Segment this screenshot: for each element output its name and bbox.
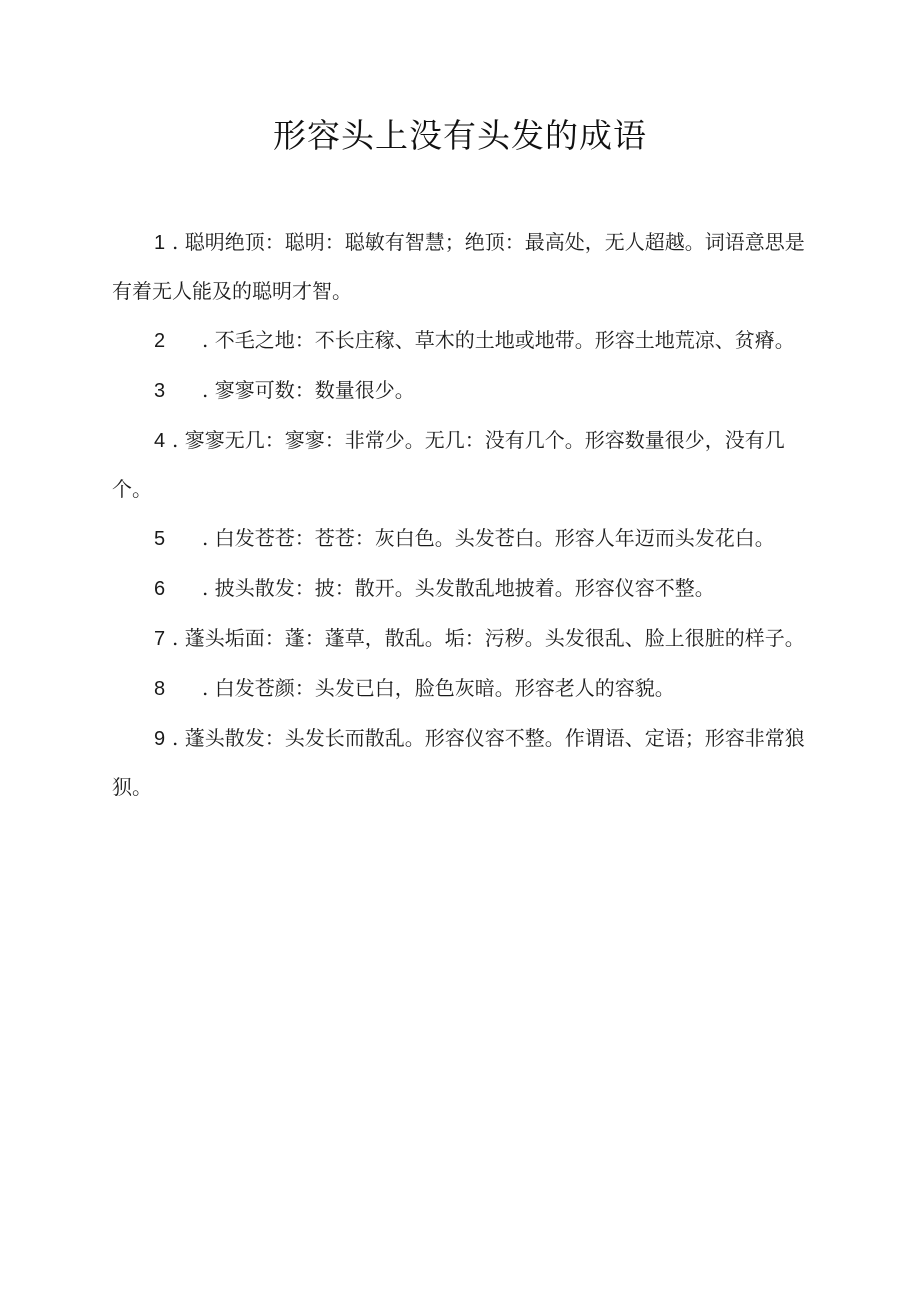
list-item <box>112 664 812 713</box>
list-item <box>112 316 812 365</box>
list-item <box>112 614 812 663</box>
item-text: . 蓬头垢面：蓬：蓬草，散乱。垢：污秽。头发很乱、脸上很脏的样子。 <box>172 626 805 650</box>
item-text: . 白发苍苍：苍苍：灰白色。头发苍白。形容人年迈而头发花白。 <box>202 526 775 550</box>
item-number: 4 <box>154 430 166 452</box>
idiom-list <box>112 218 812 812</box>
item-number: 3 <box>154 380 166 402</box>
item-text: . 不毛之地：不长庄稼、草木的土地或地带。形容土地荒凉、贫瘠。 <box>202 328 795 352</box>
list-item <box>112 218 812 315</box>
item-text: . 聪明绝顶：聪明：聪敏有智慧；绝顶：最高处，无人超越。词语意思是有着无人能及的聪明才智。 <box>112 230 805 303</box>
item-number: 7 <box>154 628 166 650</box>
item-text: . 寥寥无几：寥寥：非常少。无几：没有几个。形容数量很少，没有几个。 <box>112 428 785 501</box>
list-item <box>112 564 812 613</box>
item-number: 2 <box>154 330 166 352</box>
item-text: . 披头散发：披：散开。头发散乱地披着。形容仪容不整。 <box>202 576 715 600</box>
item-text: . 蓬头散发：头发长而散乱。形容仪容不整。作谓语、定语；形容非常狼狈。 <box>112 726 805 799</box>
list-item <box>112 416 812 513</box>
document-title: 形容头上没有头发的成语 <box>273 116 647 155</box>
item-text: . 白发苍颜：头发已白，脸色灰暗。形容老人的容貌。 <box>202 676 675 700</box>
item-number: 8 <box>154 678 166 700</box>
list-item <box>112 514 812 563</box>
list-item <box>112 366 812 415</box>
item-number: 9 <box>154 728 166 750</box>
item-number: 6 <box>154 578 166 600</box>
list-item <box>112 714 812 811</box>
item-text: . 寥寥可数：数量很少。 <box>202 378 415 402</box>
item-number: 5 <box>154 528 166 550</box>
item-number: 1 <box>154 232 166 254</box>
